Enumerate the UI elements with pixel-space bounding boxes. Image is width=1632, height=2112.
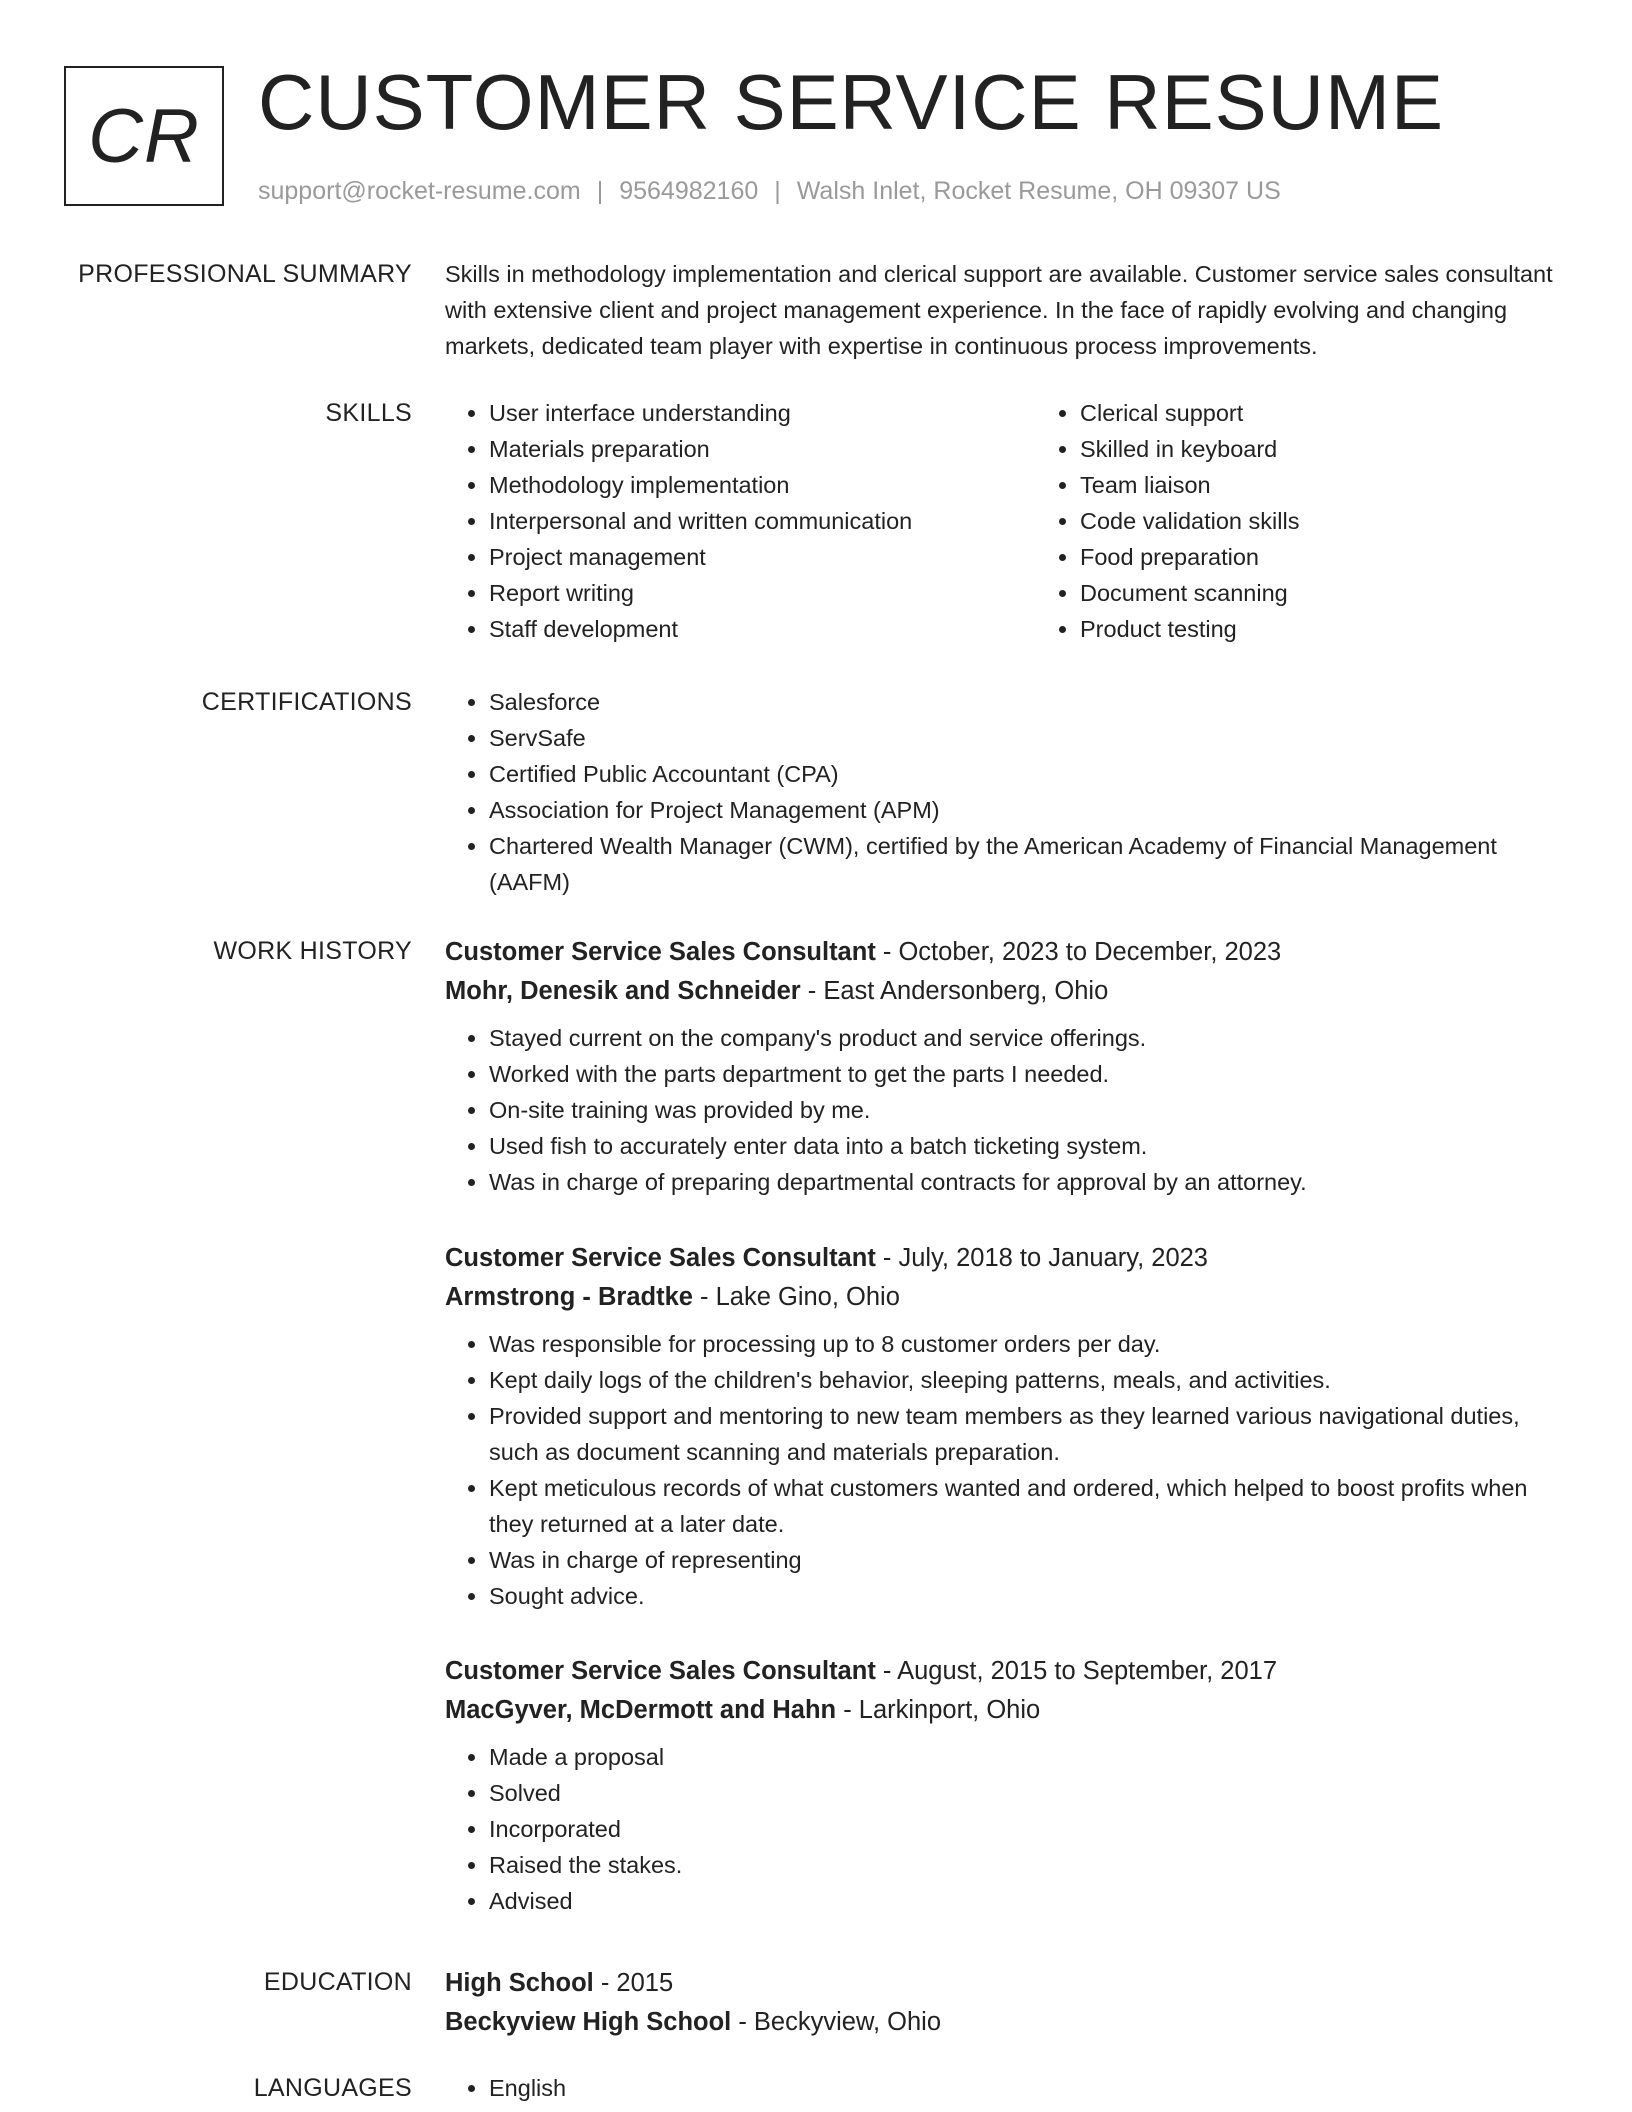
certification-item: • Certified Public Accountant (CPA) — [489, 756, 1555, 792]
job-entry — [445, 1239, 1555, 1614]
job-duties — [445, 1020, 1555, 1200]
certification-item: • Salesforce — [489, 684, 1555, 720]
job-title: Customer Service Sales Consultant — [445, 1244, 876, 1272]
job-title: Customer Service Sales Consultant — [445, 1657, 876, 1685]
education-heading: EDUCATION — [263, 1968, 412, 1996]
education-school-line — [445, 2003, 1555, 2042]
job-duties — [445, 1326, 1555, 1614]
contact-email: support@rocket-resume.com — [258, 177, 581, 205]
skills-list-left — [445, 395, 1036, 647]
job-duty: • Was in charge of preparing departmental contracts for approval by an attorney. — [489, 1164, 1555, 1200]
skill-item: • Code validation skills — [1080, 503, 1627, 539]
job-duty: • Made a proposal — [489, 1739, 1555, 1775]
skill-item: • Clerical support — [1080, 395, 1627, 431]
job-duty: • Raised the stakes. — [489, 1847, 1555, 1883]
job-duty: • On-site training was provided by me. — [489, 1092, 1555, 1128]
education-degree: High School — [445, 1969, 594, 1997]
job-duty: • Kept meticulous records of what customers wanted and ordered, which helped to boost profits when they returned at a later date. — [489, 1470, 1555, 1542]
contact-separator: | — [774, 177, 781, 205]
job-entry — [445, 1652, 1555, 1919]
job-company: Mohr, Denesik and Schneider — [445, 977, 801, 1005]
education-year: - 2015 — [593, 1969, 674, 1997]
skill-item: • Document scanning — [1080, 575, 1627, 611]
resume-title: CUSTOMER SERVICE RESUME — [258, 58, 1444, 146]
job-entry — [445, 933, 1555, 1200]
job-duty: • Incorporated — [489, 1811, 1555, 1847]
education-location: - Beckyview, Ohio — [731, 2008, 942, 2036]
language-item: • English — [489, 2070, 1555, 2106]
job-title-line — [445, 933, 1555, 972]
skills-heading: SKILLS — [325, 399, 412, 427]
skill-item: • Team liaison — [1080, 467, 1627, 503]
job-duty: • Worked with the parts department to get the parts I needed. — [489, 1056, 1555, 1092]
job-company-line — [445, 1691, 1555, 1730]
skill-item: • User interface understanding — [489, 395, 1036, 431]
certification-item: • Association for Project Management (APM) — [489, 792, 1555, 828]
job-duty: • Provided support and mentoring to new team members as they learned various navigational duties, such as document scanning and materials preparation. — [489, 1398, 1555, 1470]
job-location: - Lake Gino, Ohio — [692, 1283, 900, 1311]
contact-phone: 9564982160 — [619, 177, 759, 205]
job-duty: • Used fish to accurately enter data into a batch ticketing system. — [489, 1128, 1555, 1164]
job-dates: - July, 2018 to January, 2023 — [875, 1244, 1208, 1272]
job-duty: • Kept daily logs of the children's behavior, sleeping patterns, meals, and activities. — [489, 1362, 1555, 1398]
skill-item: • Product testing — [1080, 611, 1627, 647]
education-school: Beckyview High School — [445, 2008, 732, 2036]
languages-list — [445, 2070, 1555, 2106]
job-duty: • Sought advice. — [489, 1578, 1555, 1614]
job-location: - Larkinport, Ohio — [836, 1696, 1041, 1724]
job-duty: • Advised — [489, 1883, 1555, 1919]
certifications-heading: CERTIFICATIONS — [201, 688, 412, 716]
job-duty: • Was responsible for processing up to 8 customer orders per day. — [489, 1326, 1555, 1362]
skill-item: • Interpersonal and written communication — [489, 503, 1036, 539]
skill-item: • Materials preparation — [489, 431, 1036, 467]
certification-item: • ServSafe — [489, 720, 1555, 756]
job-company-line — [445, 972, 1555, 1011]
skill-item: • Food preparation — [1080, 539, 1627, 575]
job-duties — [445, 1739, 1555, 1919]
languages-heading: LANGUAGES — [253, 2074, 412, 2102]
contact-address: Walsh Inlet, Rocket Resume, OH 09307 US — [796, 177, 1281, 205]
job-company: Armstrong - Bradtke — [445, 1283, 693, 1311]
job-company: MacGyver, McDermott and Hahn — [445, 1696, 837, 1724]
education-degree-line — [445, 1964, 1555, 2003]
skill-item: • Report writing — [489, 575, 1036, 611]
certification-item: • Chartered Wealth Manager (CWM), certified by the American Academy of Financial Management (AAFM) — [489, 828, 1555, 900]
contact-separator: | — [596, 177, 604, 205]
certifications-list — [445, 684, 1555, 900]
skill-item: • Staff development — [489, 611, 1036, 647]
summary-text: Skills in methodology implementation and clerical support are available. Customer service sales consultant with extensive client and project management experience. In the face of rapidly evolving and changing markets, dedicated team player with expertise in continuous process improvements. — [445, 261, 1553, 359]
job-title: Customer Service Sales Consultant — [445, 938, 876, 966]
contact-line — [258, 174, 1281, 208]
job-duty: • Solved — [489, 1775, 1555, 1811]
skill-item: • Methodology implementation — [489, 467, 1036, 503]
job-company-line — [445, 1278, 1555, 1317]
job-duty: • Was in charge of representing — [489, 1542, 1555, 1578]
job-title-line — [445, 1239, 1555, 1278]
work-history-heading: WORK HISTORY — [213, 937, 412, 965]
monogram-logo: CR — [64, 66, 224, 206]
job-title-line — [445, 1652, 1555, 1691]
job-duty: • Stayed current on the company's product and service offerings. — [489, 1020, 1555, 1056]
skill-item: • Project management — [489, 539, 1036, 575]
summary-heading: PROFESSIONAL SUMMARY — [78, 260, 412, 288]
job-dates: - August, 2015 to September, 2017 — [875, 1657, 1278, 1685]
job-location: - East Andersonberg, Ohio — [800, 977, 1109, 1005]
job-dates: - October, 2023 to December, 2023 — [875, 938, 1282, 966]
skill-item: • Skilled in keyboard — [1080, 431, 1627, 467]
skills-list-right — [1036, 395, 1627, 647]
